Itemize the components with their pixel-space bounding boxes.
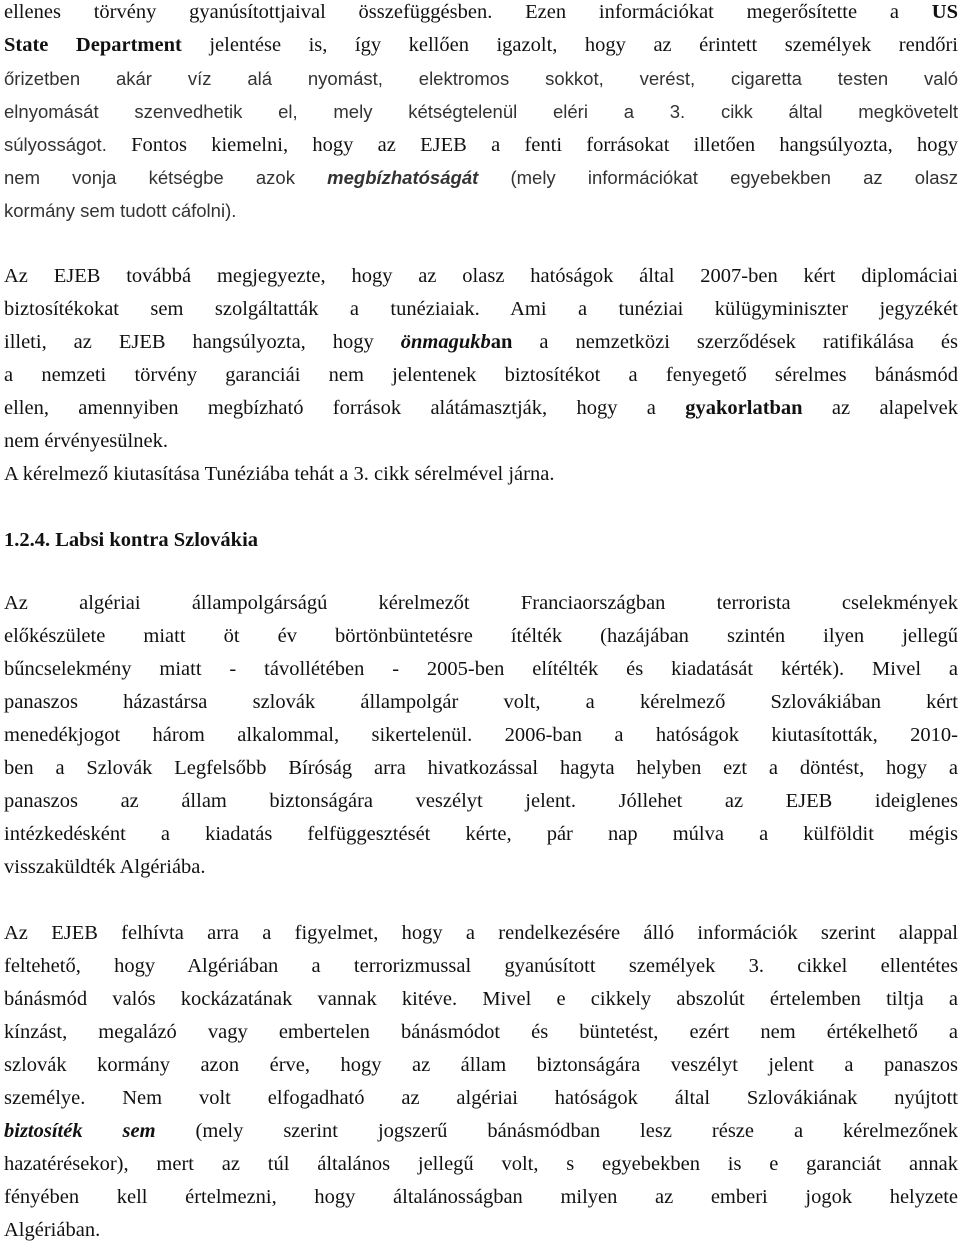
- section-heading: 1.2.4. Labsi kontra Szlovákia: [4, 529, 259, 551]
- paragraph-line: [4, 1115, 958, 1148]
- paragraph-line: panaszos házastársa szlovák állampolgár volt, a kérelmező Szlovákiában kért: [4, 691, 958, 713]
- text-run: súlyosságot.: [4, 134, 132, 155]
- section-heading-block: [4, 524, 958, 557]
- paragraph-line: bűncselekmény miatt - távollétében - 2005-ben elítélték és kiadatását kérték). Mivel a: [4, 658, 958, 680]
- text-run: Fontos kiemelni, hogy az EJEB a fenti forrásokat illetően hangsúlyozta, hogy: [131, 134, 958, 156]
- paragraph-line: [4, 392, 958, 425]
- paragraph-line: bánásmód valós kockázatának vannak kitéve. Mivel e cikkely abszolút értelemben tiltja a: [4, 988, 958, 1010]
- text-run: illeti, az EJEB hangsúlyozta, hogy: [4, 331, 401, 353]
- text-run: biztosítékokat sem szolgáltatták a tunéziaiak.: [4, 298, 511, 320]
- emphasis-text: biztosíték sem: [4, 1120, 156, 1142]
- paragraph-line: előkészülete miatt öt év börtönbüntetésre ítélték (hazájában szintén ilyen jellegű: [4, 625, 958, 647]
- paragraph-line: [4, 293, 958, 326]
- paragraph-line: Az EJEB felhívta arra a figyelmet, hogy a rendelkezésére álló információk szerint alappal: [4, 922, 958, 944]
- paragraph-line: a nemzeti törvény garanciái nem jelentenek biztosítékot a fenyegető sérelmes bánásmód: [4, 364, 958, 386]
- paragraph-line: [4, 326, 958, 359]
- paragraph-3: [4, 587, 958, 884]
- paragraph-line: hazatérésekor), mert az túl általános jellegű volt, s egyebekben is e garanciát annak: [4, 1153, 958, 1175]
- text-run: nem vonja kétségbe azok: [4, 167, 328, 188]
- paragraph-line: ben a Szlovák Legfelsőbb Bíróság arra hivatkozással hagyta helyben ezt a döntést, hogy a: [4, 757, 958, 779]
- paragraph-line: intézkedésként a kiadatás felfüggesztését kérte, pár nap múlva a külföldit mégis: [4, 823, 958, 845]
- paragraph-4: [4, 917, 958, 1247]
- bold-text: gyakorlatban: [685, 397, 803, 419]
- paragraph-line: visszaküldték Algériába.: [4, 856, 206, 878]
- paragraph-line: menedékjogot három alkalommal, sikertelenül. 2006-ban a hatóságok kiutasították, 2010-: [4, 724, 958, 746]
- paragraph-line: személye. Nem volt elfogadható az algériai hatóságok által Szlovákiának nyújtott: [4, 1087, 958, 1109]
- paragraph-line: elnyomását szenvedhetik el, mely kétségtelenül eléri a 3. cikk által megkövetelt: [4, 101, 958, 122]
- paragraph-line: kormány sem tudott cáfolni).: [4, 200, 237, 221]
- text-run: Ami a tunéziai külügyminiszter jegyzékét: [510, 298, 958, 320]
- text-run: az alapelvek: [802, 397, 958, 419]
- text-run: (mely információkat egyebekben az olasz: [478, 167, 958, 188]
- paragraph-line: fényében kell értelmezni, hogy általánosságban milyen az emberi jogok helyzete: [4, 1186, 958, 1208]
- paragraph-line: feltehető, hogy Algériában a terrorizmussal gyanúsított személyek 3. cikkel ellentétes: [4, 955, 958, 977]
- paragraph-line: [4, 161, 958, 194]
- paragraph-line: kínzást, megalázó vagy embertelen bánásmódot és büntetést, ezért nem értékelhető a: [4, 1021, 958, 1043]
- text-run: ellenes törvény gyanúsítottjaival összefüggésben. Ezen információkat megerősítette a: [4, 1, 932, 23]
- paragraph-line: panaszos az állam biztonságára veszélyt jelent. Jóllehet az EJEB ideiglenes: [4, 790, 958, 812]
- paragraph-line: szlovák kormány azon érve, hogy az állam biztonságára veszélyt jelent a panaszos: [4, 1054, 958, 1076]
- paragraph-line: [4, 29, 958, 62]
- paragraph-1: [4, 0, 958, 227]
- paragraph-line: [4, 0, 958, 29]
- paragraph-line: őrizetben akár víz alá nyomást, elektromos sokkot, verést, cigaretta testen való: [4, 68, 958, 89]
- text-run: a nemzetközi szerződések ratifikálása és: [512, 331, 959, 353]
- text-run: jelentése is, így kellően igazolt, hogy az érintett személyek rendőri: [181, 34, 958, 56]
- bold-text: US: [931, 1, 958, 23]
- paragraph-line: [4, 128, 958, 161]
- paragraph-line: A kérelmező kiutasítása Tunéziába tehát a 3. cikk sérelmével járna.: [4, 463, 555, 485]
- text-run: ellen, amennyiben megbízható források alátámasztják, hogy a: [4, 397, 686, 419]
- paragraph-2: [4, 260, 958, 491]
- paragraph-line: Algériában.: [4, 1219, 101, 1241]
- paragraph-line: Az EJEB továbbá megjegyezte, hogy az olasz hatóságok által 2007-ben kért diplomáciai: [4, 265, 958, 287]
- emphasis-text: önmagukb: [400, 331, 491, 353]
- text-run: (mely szerint jogszerű bánásmódban lesz része a kérelmezőnek: [155, 1120, 958, 1142]
- emphasis-text: megbízhatóságát: [327, 167, 479, 188]
- bold-text: State Department: [4, 34, 182, 56]
- bold-text: an: [490, 331, 513, 353]
- paragraph-line: Az algériai állampolgárságú kérelmezőt Franciaországban terrorista cselekmények: [4, 592, 958, 614]
- paragraph-line: nem érvényesülnek.: [4, 430, 168, 452]
